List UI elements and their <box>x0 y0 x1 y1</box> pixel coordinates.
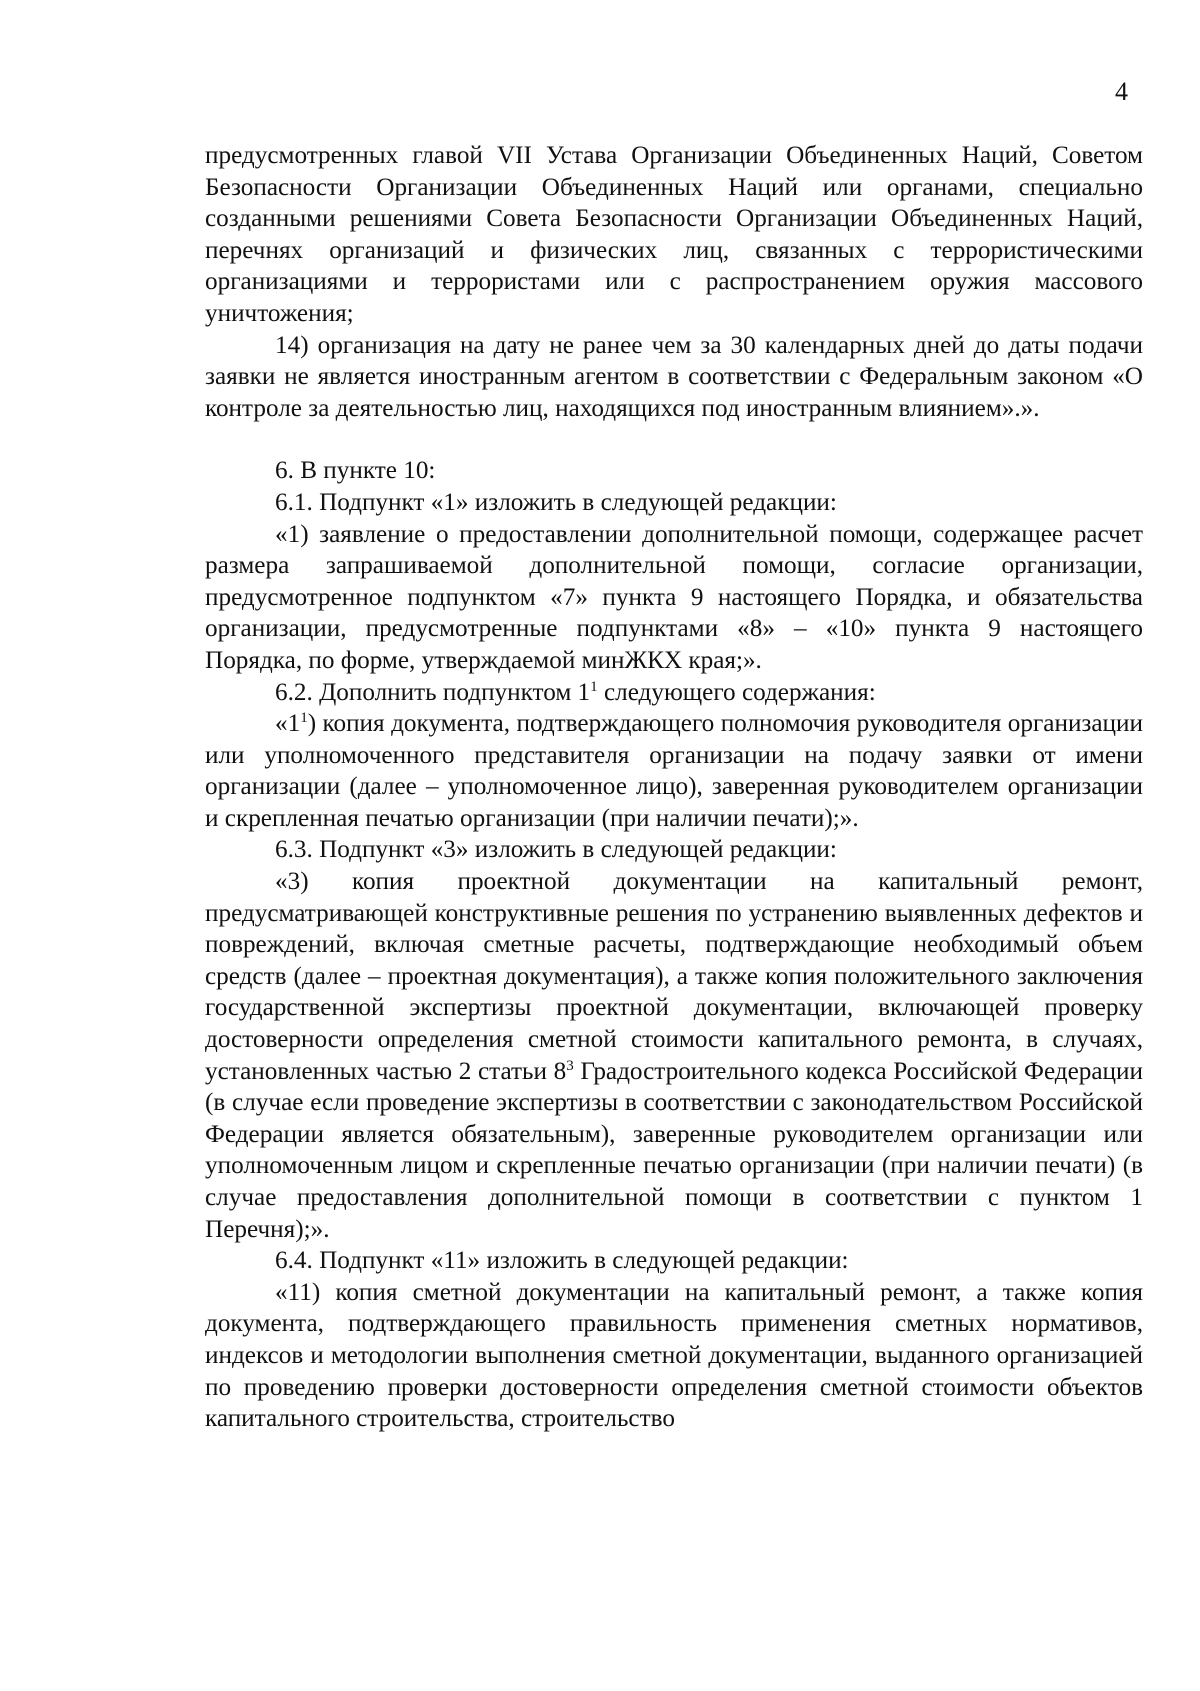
paragraph-section-6: 6. В пункте 10: <box>275 457 436 485</box>
paragraph-subsection-6-3: 6.3. Подпункт «3» изложить в следующей редакции: <box>275 836 837 864</box>
text-after-superscript: ) копия документа, подтверждающего полномочия руководителя организации или уполномоченного представителя организации на подачу заявки от имени организации (далее – уполномоченное лицо), заверенная руководителем организации и скрепленная печатью организации (при наличии печати);». <box>205 710 1143 832</box>
paragraph-subitem-1: «1) заявление о предоставлении дополнительной помощи, содержащее расчет размера запрашиваемой дополнительной помощи, согласие организации, предусмотренное подпунктом «7» пункта 9 настоящего Порядка, и обязательства организации, предусмотренные подпунктами «8» – «10» пункта 9 настоящего Порядка, по форме, утверждаемой минЖКХ края;». <box>205 520 1143 674</box>
text-after-superscript: Градостроительного кодекса Российской Федерации (в случае если проведение экспертизы в соответствии с законодательством Российской Федерации является обязательным), заверенные руководителем организации или уполномоченным лицом и скрепленные печатью организации (при наличии печати) (в случае предоставления дополнительной помощи в соответствии с пунктом 1 Перечня);». <box>205 1057 1143 1243</box>
paragraph-chapter-vii-continuation: предусмотренных главой VII Устава Организации Объединенных Наций, Советом Безопасности Организации Объединенных Наций или органами, специально созданными решениями Совета Безопасности Организации Объединенных Наций, перечнях организаций и физических лиц, связанных с террористическими организациями и террористами или с распространением оружия массового уничтожения; <box>205 142 1143 327</box>
superscript: 1 <box>590 678 598 695</box>
superscript: 3 <box>566 1057 574 1074</box>
text-before-superscript: «3) копия проектной документации на капитальный ремонт, предусматривающей конструктивные решения по устранению выявленных дефектов и повреждений, включая сметные расчеты, подтверждающие необходимый объем средств (далее – проектная документация), а также копия положительного заключения государственной экспертизы проектной документации, включающей проверку достоверности определения сметной стоимости капитального ремонта, в случаях, установленных частью 2 статьи 8 <box>205 868 1143 1085</box>
paragraph-item-14: 14) организация на дату не ранее чем за 30 календарных дней до даты подачи заявки не является иностранным агентом в соответствии с Федеральным законом «О контроле за деятельностью лиц, находящихся под иностранным влиянием».». <box>205 331 1143 422</box>
paragraph-subitem-3 <box>205 866 1143 1245</box>
text-after-superscript: следующего содержания: <box>597 678 876 706</box>
paragraph-subsection-6-1: 6.1. Подпункт «1» изложить в следующей редакции: <box>275 488 837 516</box>
text-before-superscript: «1 <box>275 710 301 738</box>
document-body <box>205 140 1143 1435</box>
text-before-superscript: 6.2. Дополнить подпунктом 1 <box>275 678 591 706</box>
page-number: 4 <box>1115 77 1128 106</box>
paragraph-subitem-11: «11) копия сметной документации на капитальный ремонт, а также копия документа, подтверждающего правильность применения сметных нормативов, индексов и методологии выполнения сметной документации, выданного организацией по проведению проверки достоверности определения сметной стоимости объектов капитального строительства, строительство <box>205 1278 1143 1433</box>
paragraph-subitem-1-1 <box>205 708 1143 834</box>
paragraph-subsection-6-2 <box>205 677 1143 709</box>
paragraph-subsection-6-4: 6.4. Подпункт «11» изложить в следующей редакции: <box>275 1247 849 1275</box>
superscript: 1 <box>300 710 308 727</box>
